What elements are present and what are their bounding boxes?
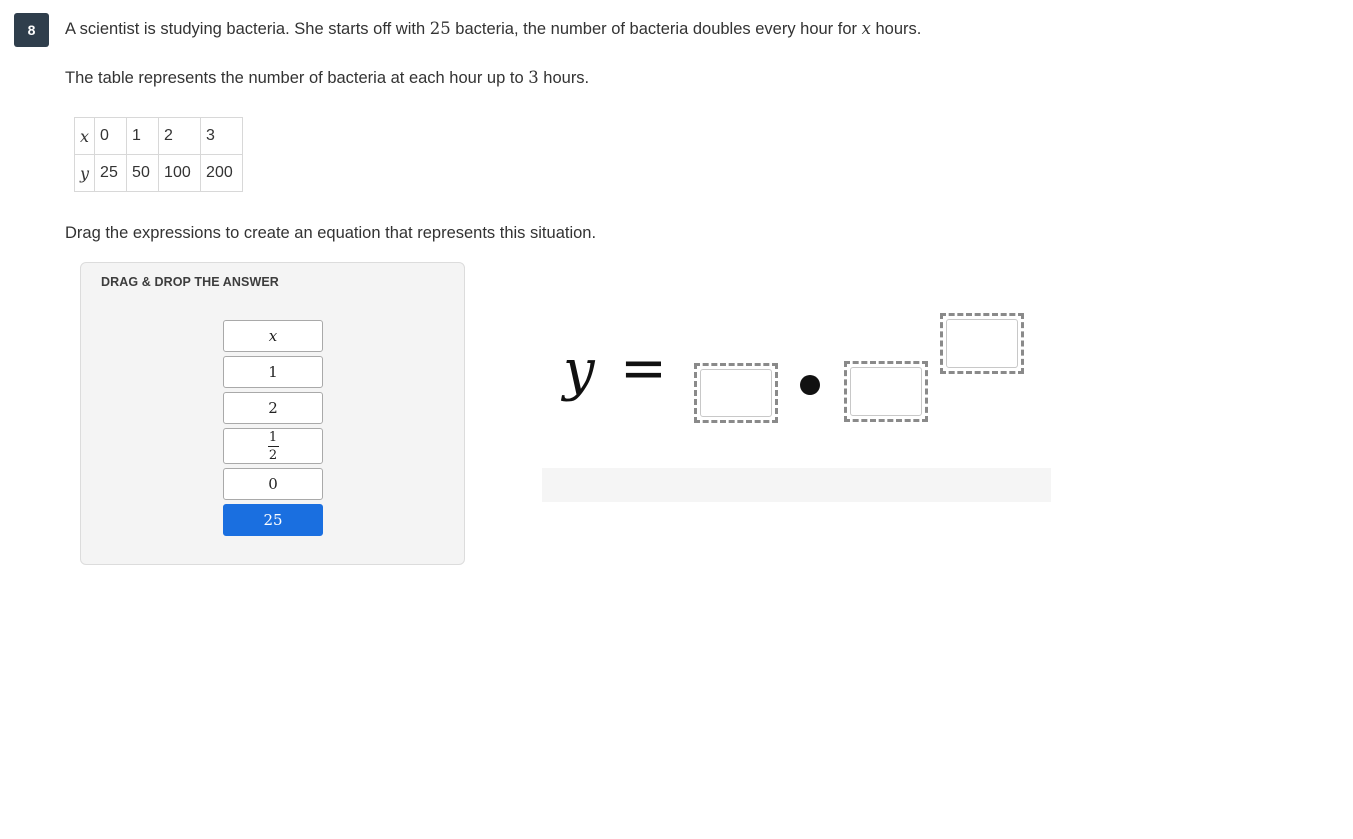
values-table [74,117,243,192]
drag-tile-one-half[interactable] [223,428,323,464]
drop-zone-inner [946,319,1018,368]
table-cell: 0 [95,118,127,155]
instruction-text: Drag the expressions to create an equation that represents this situation. [65,224,597,242]
equation-lhs: y [563,338,595,403]
table-row-y [75,155,243,192]
tile-label: 0 [268,475,278,493]
drop-zone-exponent[interactable] [940,313,1024,374]
equals-sign: = [620,336,667,401]
math-number: 25 [429,19,451,38]
drop-zone-base[interactable] [844,361,928,422]
table-row-x [75,118,243,155]
multiplication-dot-icon [800,375,820,395]
question-text: hours. [870,20,922,38]
question-text: A scientist is studying bacteria. She starts off with [65,20,430,38]
drag-tile-x[interactable] [223,320,323,352]
tile-label: 1 [268,363,278,381]
drag-panel-title: DRAG & DROP THE ANSWER [101,275,279,289]
table-cell: 3 [201,118,243,155]
question-text-line1 [65,19,921,39]
drag-tile-0[interactable] [223,468,323,500]
drag-drop-panel [80,262,465,565]
math-number: 3 [528,68,539,87]
table-cell: 25 [95,155,127,192]
drag-tile-2[interactable] [223,392,323,424]
tile-label: 2 [268,399,278,417]
question-text: hours. [538,69,590,87]
table-header-y: y [75,155,95,192]
fraction [268,431,279,462]
table-cell: 1 [127,118,159,155]
question-text: The table represents the number of bacteria at each hour up to [65,69,529,87]
table-cell: 200 [201,155,243,192]
drop-zone-inner [700,369,772,417]
tile-label: x [268,327,278,345]
fraction-numerator: 1 [268,429,278,445]
tile-label: 25 [263,511,283,529]
table-cell: 50 [127,155,159,192]
answer-feedback-area [542,468,1051,502]
drop-zone-coefficient[interactable] [694,363,778,423]
table-cell: 100 [159,155,201,192]
question-text: bacteria, the number of bacteria doubles every hour for [450,20,862,38]
table-header-x: x [75,118,95,155]
drag-tile-25[interactable] [223,504,323,536]
fraction-bar [268,446,279,447]
drop-zone-inner [850,367,922,416]
fraction-denominator: 2 [268,447,278,463]
question-number-badge: 8 [14,13,49,47]
question-text-line2 [65,68,589,88]
drag-tile-1[interactable] [223,356,323,388]
math-variable: x [861,19,871,38]
table-cell: 2 [159,118,201,155]
